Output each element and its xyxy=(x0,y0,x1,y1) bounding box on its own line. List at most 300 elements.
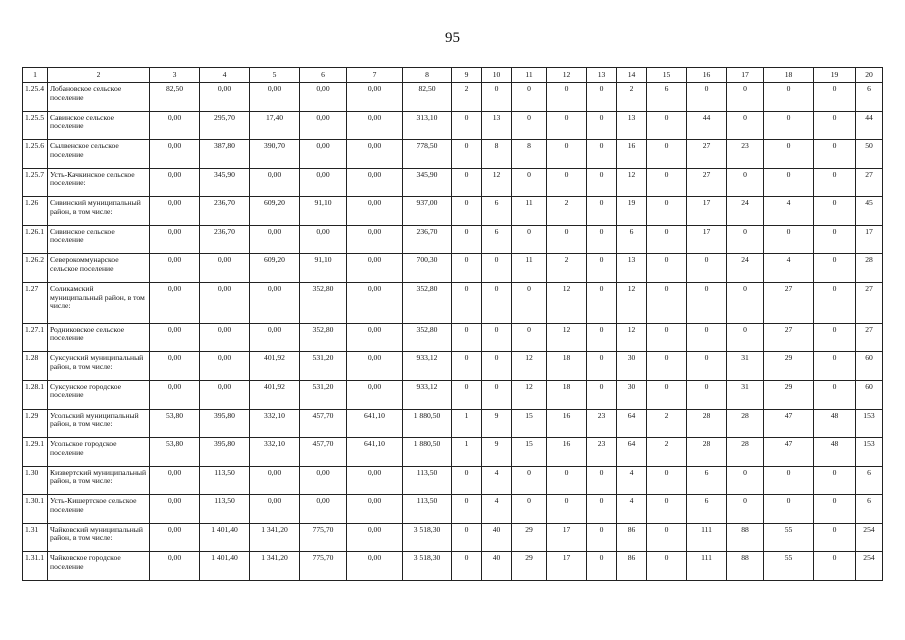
table-cell: 28 xyxy=(727,438,764,467)
table-cell: 0,00 xyxy=(300,466,347,495)
table-cell: 0 xyxy=(587,523,617,552)
table-cell: 1 341,20 xyxy=(250,523,300,552)
table-cell: 0 xyxy=(727,283,764,324)
table-row xyxy=(23,168,883,197)
table-cell: 0 xyxy=(547,168,587,197)
table-cell: 0 xyxy=(482,323,512,352)
table-cell: 0,00 xyxy=(250,168,300,197)
column-header: 8 xyxy=(403,68,452,83)
table-cell: 0 xyxy=(587,352,617,381)
table-row xyxy=(23,352,883,381)
table-cell: 0,00 xyxy=(150,495,200,524)
table-cell: 1 401,40 xyxy=(200,523,250,552)
table-cell: 44 xyxy=(687,111,727,140)
table-cell: 390,70 xyxy=(250,140,300,169)
row-code: 1.26.2 xyxy=(23,254,48,283)
table-cell: 111 xyxy=(687,552,727,581)
table-cell: 0,00 xyxy=(150,352,200,381)
table-cell: 0 xyxy=(452,254,482,283)
table-cell: 0 xyxy=(512,323,547,352)
table-cell: 29 xyxy=(512,523,547,552)
table-cell: 0 xyxy=(452,168,482,197)
table-cell: 0 xyxy=(814,254,856,283)
table-row xyxy=(23,140,883,169)
table-cell: 0 xyxy=(647,552,687,581)
table-cell: 2 xyxy=(617,83,647,112)
table-row xyxy=(23,409,883,438)
table-cell: 0 xyxy=(587,466,617,495)
table-cell: 0 xyxy=(814,495,856,524)
column-header: 9 xyxy=(452,68,482,83)
table-cell: 13 xyxy=(617,111,647,140)
table-cell: 0,00 xyxy=(250,323,300,352)
table-cell: 6 xyxy=(687,495,727,524)
table-cell: 113,50 xyxy=(403,495,452,524)
table-cell: 29 xyxy=(512,552,547,581)
table-cell: 82,50 xyxy=(150,83,200,112)
table-cell: 0 xyxy=(687,254,727,283)
table-cell: 111 xyxy=(687,523,727,552)
table-row xyxy=(23,254,883,283)
table-cell: 0 xyxy=(647,380,687,409)
table-cell: 113,50 xyxy=(200,495,250,524)
table-cell: 0,00 xyxy=(300,225,347,254)
table-cell: 0 xyxy=(647,352,687,381)
table-cell: 16 xyxy=(617,140,647,169)
table-cell: 0 xyxy=(764,495,814,524)
table-cell: 0 xyxy=(452,523,482,552)
table-cell: 933,12 xyxy=(403,352,452,381)
table-cell: 313,10 xyxy=(403,111,452,140)
table-cell: 3 518,30 xyxy=(403,523,452,552)
page-number: 95 xyxy=(445,30,460,46)
table-cell: 0,00 xyxy=(347,225,403,254)
table-cell: 6 xyxy=(856,466,883,495)
table-cell: 0 xyxy=(587,111,617,140)
table-cell: 3 518,30 xyxy=(403,552,452,581)
table-cell: 17 xyxy=(547,523,587,552)
table-cell: 387,80 xyxy=(200,140,250,169)
table-cell: 28 xyxy=(856,254,883,283)
table-cell: 0 xyxy=(647,323,687,352)
table-cell: 0 xyxy=(814,323,856,352)
column-header: 3 xyxy=(150,68,200,83)
table-cell: 0,00 xyxy=(150,197,200,226)
row-code: 1.25.5 xyxy=(23,111,48,140)
table-cell: 0,00 xyxy=(347,83,403,112)
column-header: 10 xyxy=(482,68,512,83)
table-header-row xyxy=(23,68,883,83)
table-cell: 16 xyxy=(547,409,587,438)
table-cell: 17 xyxy=(687,225,727,254)
table-cell: 86 xyxy=(617,552,647,581)
row-name: Суксунское городское поселение xyxy=(48,380,150,409)
column-header: 16 xyxy=(687,68,727,83)
table-cell: 55 xyxy=(764,552,814,581)
table-cell: 17 xyxy=(547,552,587,581)
table-cell: 0 xyxy=(452,111,482,140)
table-cell: 0,00 xyxy=(347,140,403,169)
table-cell: 0,00 xyxy=(250,83,300,112)
table-cell: 0 xyxy=(482,380,512,409)
row-name: Кизвертский муниципальный район, в том числе: xyxy=(48,466,150,495)
table-cell: 0 xyxy=(587,168,617,197)
table-cell: 0,00 xyxy=(250,466,300,495)
table-cell: 1 880,50 xyxy=(403,438,452,467)
table-cell: 13 xyxy=(482,111,512,140)
table-cell: 0,00 xyxy=(200,83,250,112)
table-cell: 0 xyxy=(764,111,814,140)
table-cell: 0,00 xyxy=(250,283,300,324)
table-cell: 88 xyxy=(727,552,764,581)
table-cell: 0 xyxy=(814,523,856,552)
table-cell: 0 xyxy=(452,380,482,409)
table-cell: 6 xyxy=(856,83,883,112)
table-cell: 0 xyxy=(687,323,727,352)
column-header: 5 xyxy=(250,68,300,83)
table-cell: 15 xyxy=(512,409,547,438)
row-name: Усольский муниципальный район, в том числе: xyxy=(48,409,150,438)
table-cell: 0 xyxy=(587,495,617,524)
table-cell: 12 xyxy=(617,168,647,197)
table-cell: 0 xyxy=(687,380,727,409)
row-name: Чайковское городское поселение xyxy=(48,552,150,581)
row-code: 1.29 xyxy=(23,409,48,438)
table-cell: 0 xyxy=(452,495,482,524)
table-cell: 47 xyxy=(764,409,814,438)
table-cell: 12 xyxy=(617,323,647,352)
table-cell: 0 xyxy=(814,283,856,324)
table-cell: 13 xyxy=(617,254,647,283)
row-code: 1.27 xyxy=(23,283,48,324)
table-cell: 12 xyxy=(617,283,647,324)
table-cell: 0 xyxy=(764,140,814,169)
table-cell: 0 xyxy=(727,323,764,352)
table-cell: 0 xyxy=(814,197,856,226)
table-cell: 0,00 xyxy=(300,140,347,169)
table-cell: 6 xyxy=(856,495,883,524)
table-cell: 0,00 xyxy=(150,168,200,197)
table-cell: 30 xyxy=(617,380,647,409)
column-header: 6 xyxy=(300,68,347,83)
table-cell: 0,00 xyxy=(150,323,200,352)
table-cell: 0 xyxy=(764,466,814,495)
table-cell: 0 xyxy=(814,168,856,197)
table-row xyxy=(23,111,883,140)
table-cell: 933,12 xyxy=(403,380,452,409)
table-cell: 0,00 xyxy=(347,523,403,552)
column-header: 12 xyxy=(547,68,587,83)
table-cell: 4 xyxy=(764,254,814,283)
row-name: Усольское городское поселение xyxy=(48,438,150,467)
table-cell: 0 xyxy=(764,225,814,254)
table-cell: 254 xyxy=(856,552,883,581)
table-cell: 236,70 xyxy=(200,225,250,254)
column-header: 15 xyxy=(647,68,687,83)
table-cell: 0 xyxy=(647,283,687,324)
data-table xyxy=(22,67,883,581)
table-cell: 0 xyxy=(587,552,617,581)
table-row xyxy=(23,225,883,254)
table-cell: 0,00 xyxy=(200,352,250,381)
table-cell: 0 xyxy=(587,380,617,409)
table-cell: 64 xyxy=(617,409,647,438)
table-cell: 0 xyxy=(647,140,687,169)
table-cell: 0 xyxy=(452,140,482,169)
column-header: 11 xyxy=(512,68,547,83)
column-header: 18 xyxy=(764,68,814,83)
table-cell: 295,70 xyxy=(200,111,250,140)
table-cell: 40 xyxy=(482,552,512,581)
table-cell: 778,50 xyxy=(403,140,452,169)
table-cell: 1 xyxy=(452,409,482,438)
row-code: 1.31 xyxy=(23,523,48,552)
table-cell: 28 xyxy=(687,409,727,438)
table-cell: 0 xyxy=(452,197,482,226)
table-cell: 48 xyxy=(814,409,856,438)
table-cell: 0 xyxy=(512,225,547,254)
column-header: 7 xyxy=(347,68,403,83)
table-cell: 0,00 xyxy=(150,111,200,140)
table-cell: 28 xyxy=(727,409,764,438)
table-cell: 18 xyxy=(547,352,587,381)
table-row xyxy=(23,552,883,581)
table-cell: 0 xyxy=(587,83,617,112)
table-cell: 24 xyxy=(727,197,764,226)
table-cell: 531,20 xyxy=(300,352,347,381)
table-cell: 64 xyxy=(617,438,647,467)
table-cell: 0,00 xyxy=(347,495,403,524)
row-code: 1.30.1 xyxy=(23,495,48,524)
table-cell: 153 xyxy=(856,409,883,438)
table-cell: 775,70 xyxy=(300,552,347,581)
table-cell: 9 xyxy=(482,409,512,438)
table-cell: 0 xyxy=(587,197,617,226)
table-cell: 345,90 xyxy=(403,168,452,197)
table-cell: 12 xyxy=(482,168,512,197)
row-code: 1.31.1 xyxy=(23,552,48,581)
row-name: Родниковское сельское поселение xyxy=(48,323,150,352)
table-cell: 0,00 xyxy=(200,380,250,409)
table-cell: 4 xyxy=(482,466,512,495)
table-cell: 0 xyxy=(452,352,482,381)
table-cell: 531,20 xyxy=(300,380,347,409)
table-cell: 11 xyxy=(512,197,547,226)
table-cell: 937,00 xyxy=(403,197,452,226)
table-cell: 641,10 xyxy=(347,438,403,467)
table-cell: 0 xyxy=(764,168,814,197)
table-cell: 0 xyxy=(482,254,512,283)
row-name: Усть-Кишертское сельское поселение xyxy=(48,495,150,524)
table-cell: 60 xyxy=(856,352,883,381)
table-cell: 19 xyxy=(617,197,647,226)
table-cell: 2 xyxy=(647,438,687,467)
column-header: 2 xyxy=(48,68,150,83)
row-name: Усть-Качкинское сельское поселение: xyxy=(48,168,150,197)
table-cell: 0 xyxy=(512,168,547,197)
table-cell: 236,70 xyxy=(200,197,250,226)
table-cell: 0 xyxy=(647,254,687,283)
table-cell: 0,00 xyxy=(347,254,403,283)
table-cell: 401,92 xyxy=(250,352,300,381)
table-cell: 60 xyxy=(856,380,883,409)
table-cell: 0 xyxy=(452,466,482,495)
table-cell: 91,10 xyxy=(300,254,347,283)
table-cell: 17,40 xyxy=(250,111,300,140)
table-cell: 23 xyxy=(587,409,617,438)
table-cell: 53,80 xyxy=(150,409,200,438)
table-row xyxy=(23,438,883,467)
table-cell: 0 xyxy=(587,140,617,169)
table-cell: 332,10 xyxy=(250,438,300,467)
table-cell: 50 xyxy=(856,140,883,169)
table-cell: 6 xyxy=(647,83,687,112)
table-cell: 12 xyxy=(547,323,587,352)
column-header: 19 xyxy=(814,68,856,83)
table-cell: 27 xyxy=(764,283,814,324)
row-code: 1.27.1 xyxy=(23,323,48,352)
table-cell: 88 xyxy=(727,523,764,552)
table-cell: 0,00 xyxy=(250,225,300,254)
table-cell: 0 xyxy=(647,466,687,495)
table-cell: 0 xyxy=(482,283,512,324)
table-cell: 48 xyxy=(814,438,856,467)
row-code: 1.28.1 xyxy=(23,380,48,409)
table-cell: 0 xyxy=(482,352,512,381)
table-cell: 0 xyxy=(512,495,547,524)
table-cell: 16 xyxy=(547,438,587,467)
table-cell: 0 xyxy=(727,83,764,112)
table-cell: 0 xyxy=(727,466,764,495)
table-cell: 40 xyxy=(482,523,512,552)
table-cell: 6 xyxy=(482,225,512,254)
table-cell: 0 xyxy=(814,352,856,381)
table-cell: 0 xyxy=(814,111,856,140)
row-code: 1.25.6 xyxy=(23,140,48,169)
row-name: Лобановское сельское поселение xyxy=(48,83,150,112)
table-cell: 4 xyxy=(764,197,814,226)
row-code: 1.25.7 xyxy=(23,168,48,197)
table-cell: 0,00 xyxy=(347,466,403,495)
column-header: 13 xyxy=(587,68,617,83)
table-cell: 86 xyxy=(617,523,647,552)
table-cell: 457,70 xyxy=(300,409,347,438)
table-cell: 0,00 xyxy=(347,283,403,324)
table-cell: 700,30 xyxy=(403,254,452,283)
row-name: Сивинское сельское поселение xyxy=(48,225,150,254)
table-cell: 12 xyxy=(512,380,547,409)
table-cell: 6 xyxy=(617,225,647,254)
table-cell: 31 xyxy=(727,352,764,381)
table-cell: 457,70 xyxy=(300,438,347,467)
table-cell: 27 xyxy=(856,283,883,324)
table-cell: 0 xyxy=(727,168,764,197)
table-cell: 0,00 xyxy=(347,168,403,197)
table-cell: 29 xyxy=(764,352,814,381)
table-row xyxy=(23,466,883,495)
table-cell: 0 xyxy=(687,352,727,381)
table-cell: 91,10 xyxy=(300,197,347,226)
table-cell: 0 xyxy=(547,140,587,169)
table-cell: 332,10 xyxy=(250,409,300,438)
table-cell: 18 xyxy=(547,380,587,409)
table-cell: 0 xyxy=(452,552,482,581)
table-cell: 9 xyxy=(482,438,512,467)
table-cell: 2 xyxy=(647,409,687,438)
table-body xyxy=(23,83,883,581)
row-name: Северокоммунарское сельское поселение xyxy=(48,254,150,283)
table-cell: 401,92 xyxy=(250,380,300,409)
table-cell: 11 xyxy=(512,254,547,283)
table-cell: 352,80 xyxy=(403,323,452,352)
table-cell: 30 xyxy=(617,352,647,381)
table-cell: 0 xyxy=(814,225,856,254)
table-cell: 352,80 xyxy=(300,323,347,352)
row-code: 1.29.1 xyxy=(23,438,48,467)
table-cell: 0,00 xyxy=(250,495,300,524)
table-cell: 44 xyxy=(856,111,883,140)
table-cell: 0 xyxy=(814,380,856,409)
table-cell: 0,00 xyxy=(347,111,403,140)
row-code: 1.25.4 xyxy=(23,83,48,112)
table-cell: 0 xyxy=(587,225,617,254)
table-cell: 0 xyxy=(727,495,764,524)
table-cell: 395,80 xyxy=(200,409,250,438)
table-cell: 2 xyxy=(547,197,587,226)
table-cell: 24 xyxy=(727,254,764,283)
row-code: 1.26 xyxy=(23,197,48,226)
table-row xyxy=(23,380,883,409)
table-cell: 0 xyxy=(727,225,764,254)
table-cell: 6 xyxy=(482,197,512,226)
table-cell: 0 xyxy=(587,254,617,283)
table-cell: 113,50 xyxy=(403,466,452,495)
table-cell: 0,00 xyxy=(150,380,200,409)
table-cell: 53,80 xyxy=(150,438,200,467)
table-cell: 0 xyxy=(512,283,547,324)
table-cell: 0,00 xyxy=(300,168,347,197)
table-cell: 0,00 xyxy=(150,552,200,581)
table-cell: 82,50 xyxy=(403,83,452,112)
row-code: 1.30 xyxy=(23,466,48,495)
table-cell: 641,10 xyxy=(347,409,403,438)
table-cell: 2 xyxy=(547,254,587,283)
table-cell: 0 xyxy=(727,111,764,140)
table-cell: 0 xyxy=(814,552,856,581)
column-header: 20 xyxy=(856,68,883,83)
table-cell: 0 xyxy=(764,83,814,112)
table-cell: 0 xyxy=(452,323,482,352)
table-cell: 0 xyxy=(482,83,512,112)
row-name: Суксунский муниципальный район, в том числе: xyxy=(48,352,150,381)
table-cell: 0 xyxy=(512,111,547,140)
table-cell: 0 xyxy=(547,225,587,254)
table-cell: 0,00 xyxy=(300,111,347,140)
table-row xyxy=(23,323,883,352)
table-cell: 47 xyxy=(764,438,814,467)
table-cell: 29 xyxy=(764,380,814,409)
table-cell: 27 xyxy=(687,140,727,169)
table-cell: 0 xyxy=(512,466,547,495)
table-cell: 0 xyxy=(452,283,482,324)
table-cell: 4 xyxy=(617,495,647,524)
table-cell: 0 xyxy=(647,495,687,524)
table-cell: 27 xyxy=(856,323,883,352)
table-cell: 0 xyxy=(587,283,617,324)
table-cell: 0 xyxy=(647,111,687,140)
table-cell: 0 xyxy=(647,197,687,226)
table-cell: 0,00 xyxy=(150,466,200,495)
